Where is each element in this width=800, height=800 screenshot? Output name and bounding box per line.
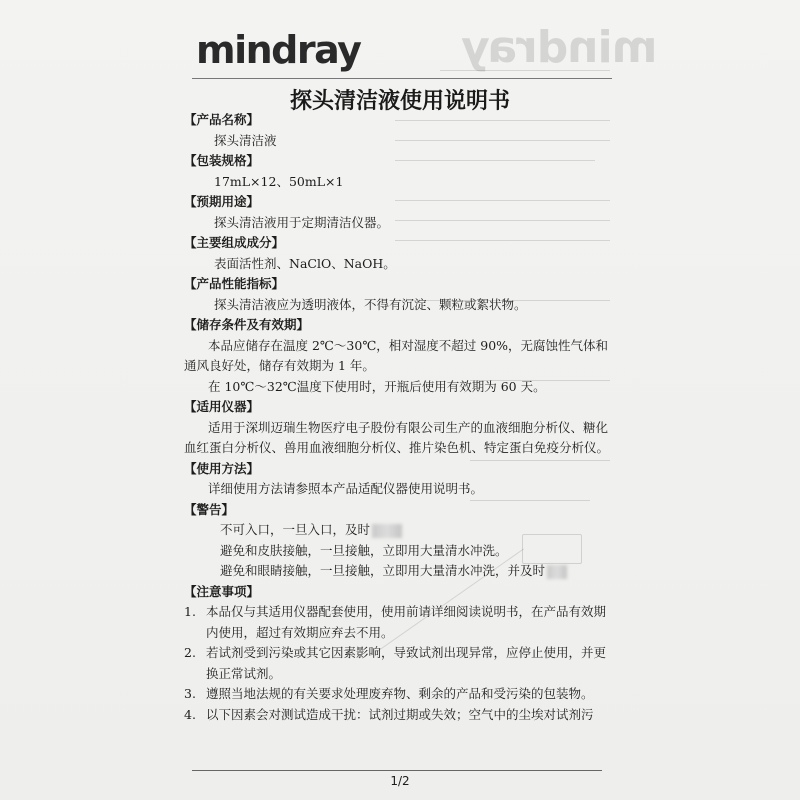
section-heading-intended-use: 【预期用途】	[184, 194, 260, 209]
warning-text-3: 避免和眼睛接触，一旦接触，立即用大量清水冲洗，并及时	[220, 563, 546, 578]
note-item	[184, 705, 614, 726]
note-text: 遵照当地法规的有关要求处理废弃物、剩余的产品和受污染的包装物。	[206, 686, 594, 701]
note-text: 以下因素会对测试造成干扰：试剂过期或失效；空气中的尘埃对试剂污	[206, 706, 594, 722]
warning-line-3	[184, 561, 614, 582]
warning-line-1	[184, 520, 614, 541]
instruments-text: 适用于深圳迈瑞生物医疗电子股份有限公司生产的血液细胞分析仪、糖化血红蛋白分析仪、兽用血液细胞分析仪、推片染色机、特定蛋白免疫分析仪。	[184, 419, 610, 455]
section-heading-warning: 【警告】	[184, 501, 235, 517]
bleed-through-rule	[440, 70, 610, 71]
note-item	[184, 602, 614, 643]
section-heading-usage: 【使用方法】	[184, 460, 260, 476]
note-item	[184, 643, 614, 684]
section-heading-instruments: 【适用仪器】	[184, 399, 260, 414]
intended-use-text: 探头清洁液用于定期清洁仪器。	[214, 214, 390, 230]
footer-divider	[192, 770, 602, 771]
storage-paragraph-2: 在 10℃～32℃温度下使用时，开瓶后使用有效期为 60 天。	[208, 378, 546, 394]
section-heading-package: 【包装规格】	[184, 153, 260, 168]
performance-text: 探头清洁液应为透明液体，不得有沉淀、颗粒或絮状物。	[214, 296, 527, 312]
header-divider	[192, 78, 612, 79]
warning-text-1: 不可入口，一旦入口，及时	[220, 522, 371, 537]
composition-text: 表面活性剂、NaClO、NaOH。	[214, 255, 396, 271]
note-text: 若试剂受到污染或其它因素影响，导致试剂出现异常，应停止使用，并更换正常试剂。	[206, 645, 607, 681]
bleed-through-logo: mindray	[462, 22, 658, 73]
redaction-blur	[547, 565, 567, 579]
package-text: 17mL×12、50mL×1	[214, 173, 344, 189]
section-heading-performance: 【产品性能指标】	[184, 276, 285, 291]
note-number: 3.	[184, 686, 196, 701]
page-number: 1/2	[390, 774, 410, 788]
note-number: 1.	[184, 604, 196, 619]
section-heading-notes: 【注意事项】	[184, 583, 260, 599]
storage-paragraph-1: 本品应储存在温度 2℃～30℃，相对湿度不超过 90%，无腐蚀性气体和通风良好处，储存有效期为 1 年。	[184, 337, 609, 373]
section-heading-product-name: 【产品名称】	[184, 112, 260, 127]
section-heading-storage: 【储存条件及有效期】	[184, 317, 310, 332]
brand-logo: mindray	[196, 28, 361, 72]
page-title: 探头清洁液使用说明书	[289, 89, 510, 114]
redaction-blur	[372, 524, 402, 538]
note-number: 4.	[184, 706, 196, 722]
instruction-content	[184, 110, 614, 725]
product-name-text: 探头清洁液	[214, 132, 277, 148]
note-number: 2.	[184, 645, 196, 660]
note-item	[184, 684, 614, 705]
section-heading-composition: 【主要组成成分】	[184, 235, 285, 250]
note-text: 本品仅与其适用仪器配套使用，使用前请详细阅读说明书，在产品有效期内使用，超过有效期应弃去不用。	[206, 604, 607, 640]
warning-line-2: 避免和皮肤接触，一旦接触，立即用大量清水冲洗。	[220, 542, 508, 558]
usage-text: 详细使用方法请参照本产品适配仪器使用说明书。	[208, 481, 484, 496]
